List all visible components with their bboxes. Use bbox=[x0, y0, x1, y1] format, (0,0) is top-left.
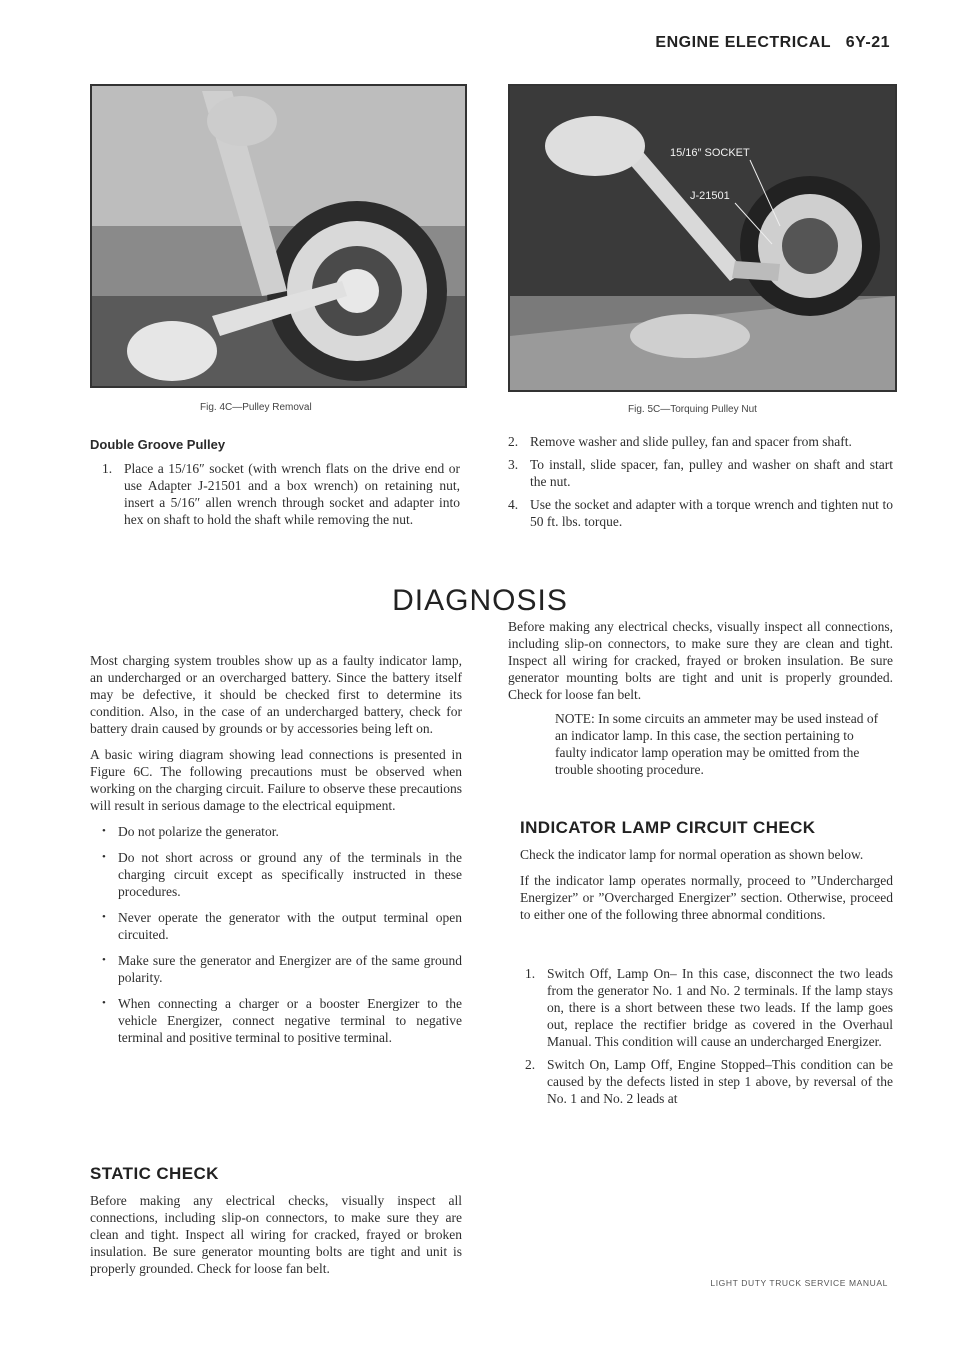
indicator-paragraph: If the indicator lamp operates normally, proceed to ”Undercharged Energizer” or ”Overcharged Energizer” section. Otherwise, proceed to either one of the following three abnormal conditions. bbox=[520, 873, 893, 922]
precaution-item: • When connecting a charger or a booster Energizer to the vehicle Energizer, connect negative terminal to negative terminal and positive terminal to positive terminal. bbox=[90, 995, 462, 1046]
precaution-item: • Make sure the generator and Energizer are of the same ground polarity. bbox=[90, 952, 462, 986]
precaution-item: • Do not short across or ground any of the terminals in the charging circuit except as specifically instructed in these procedures. bbox=[90, 849, 462, 900]
static-check-heading: STATIC CHECK bbox=[90, 1164, 219, 1183]
double-groove-steps-right bbox=[508, 433, 893, 536]
running-header bbox=[645, 34, 890, 52]
step-item: 2. Remove washer and slide pulley, fan and spacer from shaft. bbox=[508, 434, 852, 449]
double-groove-steps-left bbox=[102, 460, 460, 534]
precaution-item: • Never operate the generator with the output terminal open circuited. bbox=[90, 909, 462, 943]
footer-manual-title: LIGHT DUTY TRUCK SERVICE MANUAL bbox=[710, 1278, 888, 1288]
step-item: 3. To install, slide spacer, fan, pulley and washer on shaft and start the nut. bbox=[508, 457, 893, 489]
diagnosis-left-column bbox=[90, 652, 462, 1055]
figure-4c-caption: Fig. 4C—Pulley Removal bbox=[200, 402, 312, 413]
socket-label: 15/16″ SOCKET bbox=[670, 147, 750, 159]
figure-5c-caption: Fig. 5C—Torquing Pulley Nut bbox=[628, 404, 757, 415]
pulley-removal-image bbox=[92, 86, 465, 386]
static-check-text: Before making any electrical checks, visually inspect all connections, including slip-on connectors, to make sure they are clean and tight. Inspect all wiring for cracked, frayed or broken insulation. Be sure generator mounting bolts are tight and unit is properly grounded. Check for loose fan belt. bbox=[90, 1193, 462, 1276]
indicator-paragraph: Check the indicator lamp for normal operation as shown below. bbox=[520, 847, 864, 862]
diagnosis-paragraph: Most charging system troubles show up as a faulty indicator lamp, an undercharged or an overcharged battery. Since the battery itself may be defective, it should be checked first to determine its condition. Also, in the case of an undercharged battery, check for battery drain caused by grounds or by accessories being left on. bbox=[90, 653, 462, 736]
figure-4c-photo bbox=[90, 84, 467, 388]
diagnosis-heading: DIAGNOSIS bbox=[392, 584, 568, 617]
static-check-continuation-text: Before making any electrical checks, visually inspect all connections, including slip-on connectors, to make sure they are clean and tight. Inspect all wiring for cracked, frayed or broken insulation. Be sure generator mounting bolts are tight and unit is properly grounded. Check for loose fan belt. bbox=[508, 619, 893, 702]
condition-item: 2. Switch On, Lamp Off, Engine Stopped–This condition can be caused by the defects listed in step 1 above, by reversal of the No. 1 and No. 2 leads at bbox=[525, 1057, 893, 1106]
indicator-lamp-heading: INDICATOR LAMP CIRCUIT CHECK bbox=[520, 818, 816, 837]
abnormal-conditions-list bbox=[525, 965, 893, 1113]
section-title: ENGINE ELECTRICAL bbox=[655, 34, 831, 51]
figure-5c-photo bbox=[508, 84, 897, 392]
static-check-continued bbox=[508, 619, 893, 704]
indicator-text bbox=[520, 846, 893, 932]
condition-item: 1. Switch Off, Lamp On– In this case, disconnect the two leads from the generator No. 1 and No. 2 terminals. If the lamp stays on, there is a short between these two leads. If the lamp goes out, replace the rectifier bridge as covered in the Overhaul Manual. This condition will cause an undercharged Energizer. bbox=[525, 966, 893, 1049]
tool-number-label: J-21501 bbox=[690, 190, 730, 202]
precautions-list bbox=[90, 823, 462, 1046]
torquing-nut-image bbox=[510, 86, 895, 390]
diagnosis-paragraph: A basic wiring diagram showing lead connections is presented in Figure 6C. The following precautions must be observed when working on the charging circuit. Failure to observe these precautions will result in serious damage to the electrical equipment. bbox=[90, 747, 462, 813]
step-item: 1. Place a 15/16″ socket (with wrench flats on the drive end or use Adapter J-21501 and a box wrench) on retaining nut, insert a 5/16″ allen wrench through socket and adapter into hex on shaft to hold the shaft while removing the nut. bbox=[102, 461, 460, 527]
page-number: 6Y-21 bbox=[845, 34, 890, 51]
ammeter-note: NOTE: In some circuits an ammeter may be used instead of an indicator lamp. In this case, the section pertaining to faulty indicator lamp operation may be omitted from the trouble shooting procedure. bbox=[555, 711, 879, 777]
double-groove-heading: Double Groove Pulley bbox=[90, 437, 226, 452]
step-item: 4. Use the socket and adapter with a torque wrench and tighten nut to 50 ft. lbs. torque. bbox=[508, 497, 893, 529]
precaution-item: • Do not polarize the generator. bbox=[90, 823, 462, 840]
